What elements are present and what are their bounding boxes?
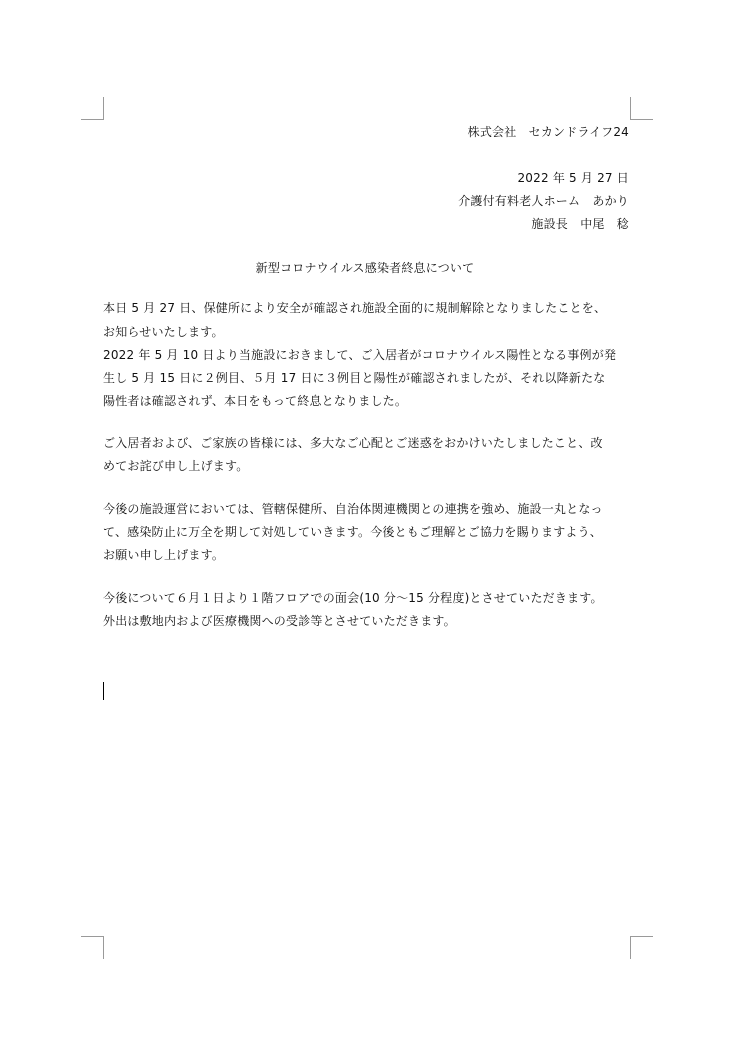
facility-name: 介護付有料老人ホーム あかり	[458, 194, 629, 208]
body-line: お願い申し上げます。	[103, 548, 225, 562]
director-name: 施設長 中尾 稔	[531, 217, 629, 231]
crop-mark-top-right	[630, 97, 653, 120]
company-name: 株式会社 セカンドライフ24	[467, 125, 629, 139]
document-title: 新型コロナウイルス感染者終息について	[255, 261, 475, 275]
body-line: 外出は敷地内および医療機関への受診等とさせていただきます。	[103, 614, 456, 628]
body-line: ご入居者および、ご家族の皆様には、多大なご心配とご迷惑をおかけいたしましたこと、改	[103, 436, 603, 450]
document-date: 2022 年 5 月 27 日	[517, 171, 629, 185]
body-line: 2022 年 5 月 10 日より当施設におきまして、ご入居者がコロナウイルス陽性となる事例が発	[103, 348, 617, 362]
body-line: 陽性者は確認されず、本日をもって終息となりました。	[103, 394, 408, 408]
crop-mark-bottom-left	[81, 936, 104, 959]
body-line: めてお詫び申し上げます。	[103, 459, 249, 473]
body-line: 今後の施設運営においては、管轄保健所、自治体関連機関との連携を強め、施設一丸となっ	[103, 502, 603, 516]
body-line: 今後について６月１日より１階フロアでの面会(10 分～15 分程度)とさせていただきます。	[103, 591, 603, 605]
body-line: て、感染防止に万全を期して対処していきます。今後ともご理解とご協力を賜りますよう、	[103, 525, 603, 539]
crop-mark-top-left	[81, 97, 104, 120]
text-cursor[interactable]	[103, 682, 104, 700]
body-line: お知らせいたします。	[103, 325, 224, 339]
body-line: 生し 5 月 15 日に２例目、５月 17 日に３例目と陽性が確認されましたが、それ以降新たな	[103, 371, 606, 385]
body-line: 本日 5 月 27 日、保健所により安全が確認され施設全面的に規制解除となりましたことを、	[103, 301, 607, 315]
crop-mark-bottom-right	[630, 936, 653, 959]
